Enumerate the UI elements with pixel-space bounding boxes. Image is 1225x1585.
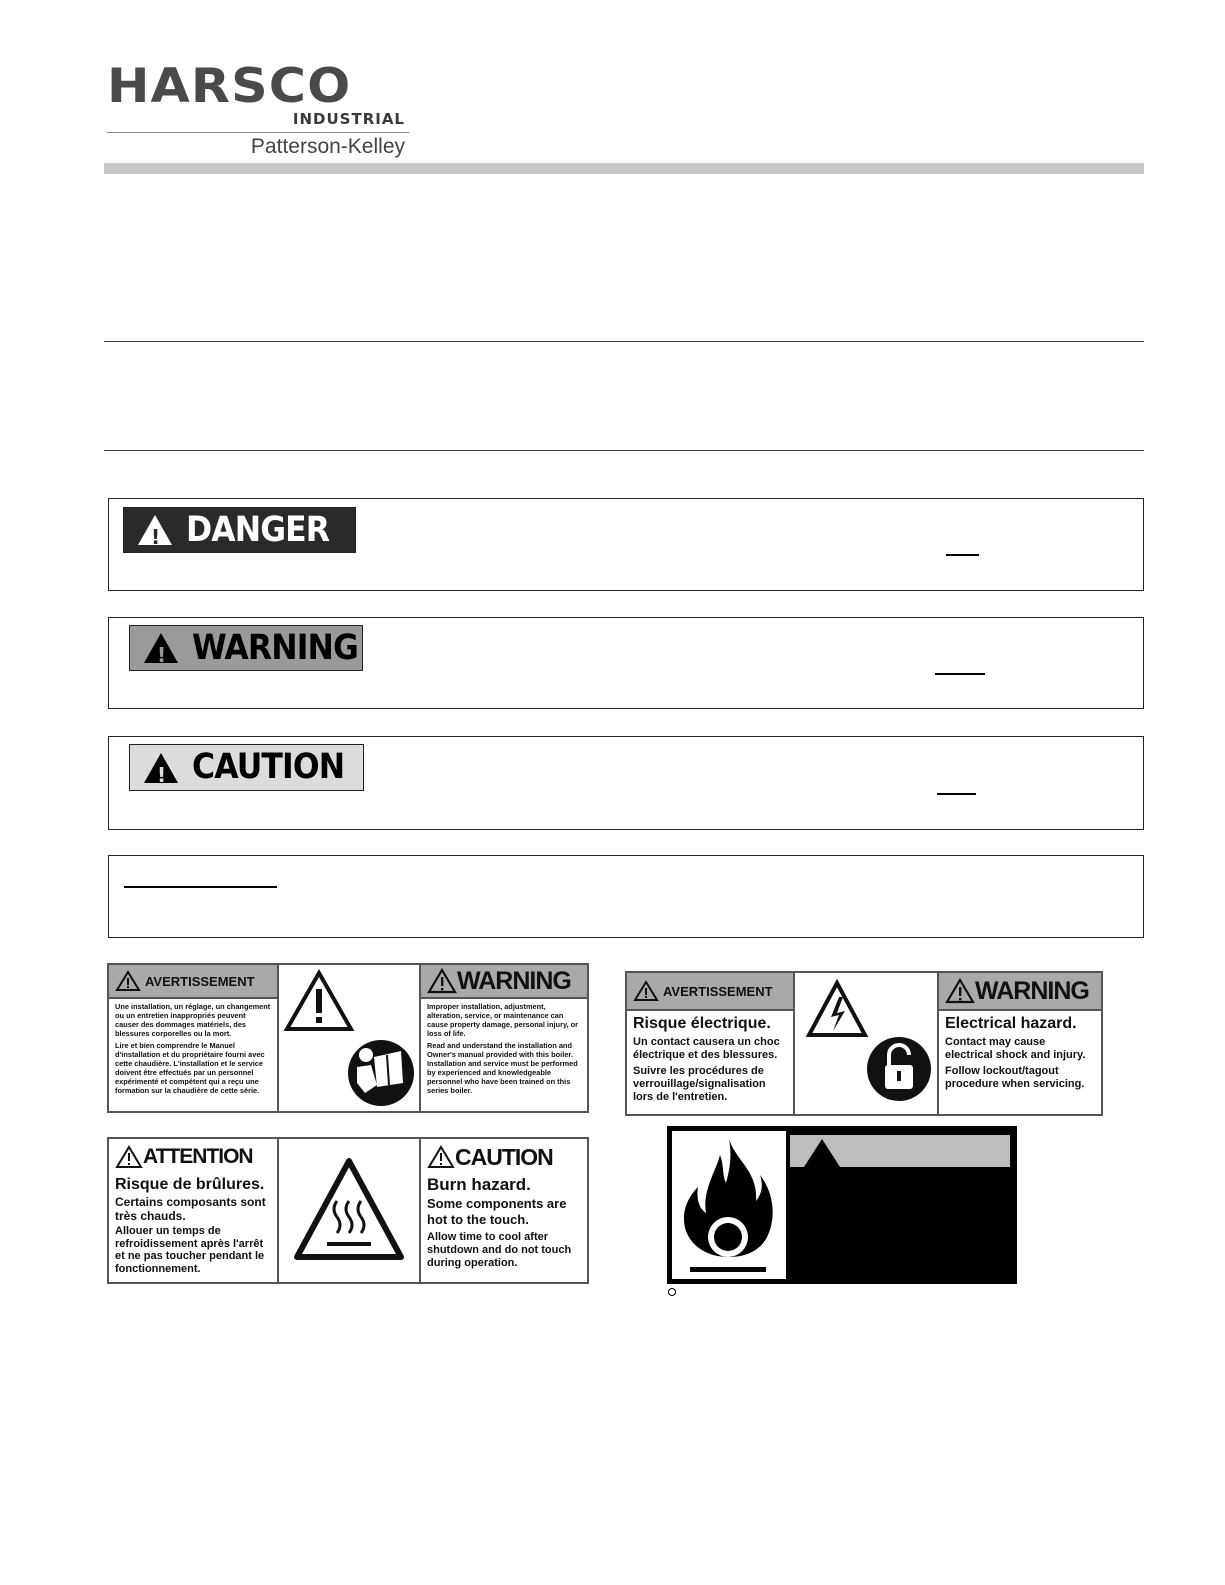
lockout-padlock-icon bbox=[867, 1037, 931, 1101]
label-english-header bbox=[421, 965, 587, 999]
label-french-header bbox=[627, 973, 793, 1011]
burn-hazard-label bbox=[107, 1137, 589, 1284]
label-french-hazard: Risque électrique. bbox=[633, 1015, 771, 1032]
label-english-hazard: Burn hazard. bbox=[427, 1175, 531, 1194]
label-pictogram-panel bbox=[277, 965, 421, 1111]
label-french-title: ATTENTION bbox=[143, 1145, 253, 1168]
general-warning-label bbox=[107, 963, 589, 1113]
label-french-text: Certains composants sont très chauds. bbox=[115, 1195, 266, 1223]
label-french-title: AVERTISSEMENT bbox=[663, 983, 773, 999]
label-french-title: AVERTISSEMENT bbox=[145, 973, 255, 989]
divider-rule-1 bbox=[104, 341, 1144, 342]
electrical-hazard-icon bbox=[795, 973, 937, 1114]
warning-triangle-icon bbox=[115, 970, 141, 992]
label-french-text: Allouer un temps de refroidissement après l'arrêt et ne pas toucher pendant le fonctionnement. bbox=[115, 1225, 265, 1275]
logo-divider bbox=[107, 132, 409, 133]
label-english-title: WARNING bbox=[975, 976, 1089, 1005]
label-english-panel bbox=[421, 1139, 587, 1282]
warning-triangle-icon bbox=[427, 1145, 455, 1169]
underline-mark bbox=[935, 673, 985, 675]
flame-icon bbox=[672, 1131, 786, 1279]
label-french-text: Lire et bien comprendre le Manuel d'installation et du propriétaire fourni avec cette chaudière. L'installation et le service doivent être effectués par un personnel expérimenté et compétent qui a reçu une formation sur la chaudière de cette série. bbox=[115, 1041, 265, 1095]
label-english-header bbox=[939, 973, 1101, 1011]
label-french-text: Un contact causera un choc électrique et des blessures. bbox=[633, 1036, 780, 1061]
underline-mark bbox=[937, 793, 976, 795]
label-french-header bbox=[109, 1139, 277, 1175]
warning-triangle-icon bbox=[804, 1139, 840, 1167]
label-english-text: Contact may cause electrical shock and injury. bbox=[945, 1036, 1086, 1061]
logo-division: INDUSTRIAL bbox=[292, 110, 405, 128]
electrical-hazard-label bbox=[625, 971, 1103, 1116]
label-english-text: Allow time to cool after shutdown and do not touch during operation. bbox=[427, 1231, 572, 1269]
warning-badge bbox=[129, 625, 363, 671]
notice-box bbox=[108, 855, 1144, 938]
label-english-title: WARNING bbox=[457, 966, 571, 995]
warning-triangle-icon bbox=[144, 753, 178, 783]
caution-badge bbox=[129, 744, 364, 791]
label-english-panel bbox=[939, 973, 1101, 1114]
read-manual-icon bbox=[348, 1040, 414, 1106]
warning-triangle-icon bbox=[144, 633, 178, 663]
label-french-panel bbox=[109, 965, 277, 1111]
warning-triangle-icon bbox=[115, 1145, 143, 1169]
hot-surface-icon bbox=[279, 1139, 419, 1282]
danger-label: DANGER bbox=[186, 509, 330, 550]
warning-label: WARNING bbox=[192, 627, 358, 668]
flammable-hazard-label bbox=[667, 1126, 1017, 1284]
degree-mark bbox=[668, 1288, 676, 1296]
label-pictogram-panel bbox=[793, 973, 939, 1114]
label-french-panel bbox=[627, 973, 793, 1114]
label-english-hazard: Electrical hazard. bbox=[945, 1015, 1077, 1032]
flame-pictogram-panel bbox=[672, 1131, 786, 1279]
header-bar bbox=[104, 163, 1144, 174]
caution-label: CAUTION bbox=[192, 747, 345, 787]
label-english-text: Some components are hot to the touch. bbox=[427, 1196, 567, 1227]
label-english-panel bbox=[421, 965, 587, 1111]
warning-triangle-icon bbox=[279, 965, 419, 1111]
label-french-header bbox=[109, 965, 277, 999]
warning-triangle-icon bbox=[945, 978, 975, 1004]
warning-box bbox=[108, 617, 1144, 709]
danger-box bbox=[108, 498, 1144, 591]
harsco-logo bbox=[107, 59, 409, 162]
warning-triangle-icon bbox=[633, 980, 659, 1002]
flame-label-header bbox=[790, 1135, 1010, 1167]
label-english-header bbox=[421, 1139, 587, 1175]
danger-badge bbox=[123, 507, 356, 553]
warning-triangle-icon bbox=[427, 968, 457, 994]
label-english-text: Follow lockout/tagout procedure when servicing. bbox=[945, 1065, 1085, 1090]
divider-rule-2 bbox=[104, 450, 1144, 451]
underline-mark bbox=[124, 886, 277, 888]
flame-text-panel bbox=[786, 1131, 1012, 1279]
label-english-text: Improper installation, adjustment, alteration, service, or maintenance can cause property damage, personal injury, or loss of life. bbox=[427, 1002, 579, 1038]
logo-brand: HARSCO bbox=[107, 59, 352, 114]
label-english-text: Read and understand the installation and Owner's manual provided with this boiler. Installation and service must be performed by experienced and knowledgeable personnel who have been trained on this series boiler. bbox=[427, 1041, 578, 1095]
label-english-title: CAUTION bbox=[455, 1143, 553, 1170]
warning-triangle-icon bbox=[138, 515, 172, 545]
label-french-text: Suivre les procédures de verrouillage/signalisation lors de l'entretien. bbox=[633, 1065, 766, 1103]
label-pictogram-panel bbox=[277, 1139, 421, 1282]
label-french-panel bbox=[109, 1139, 277, 1282]
label-french-text: Une installation, un réglage, un changement ou un entretien inappropriés peuvent causer des dommages matériels, des blessures corporelles ou la mort. bbox=[115, 1002, 271, 1038]
logo-company: Patterson-Kelley bbox=[250, 135, 405, 158]
label-french-hazard: Risque de brûlures. bbox=[115, 1176, 265, 1193]
underline-mark bbox=[946, 554, 979, 556]
caution-box bbox=[108, 736, 1144, 830]
